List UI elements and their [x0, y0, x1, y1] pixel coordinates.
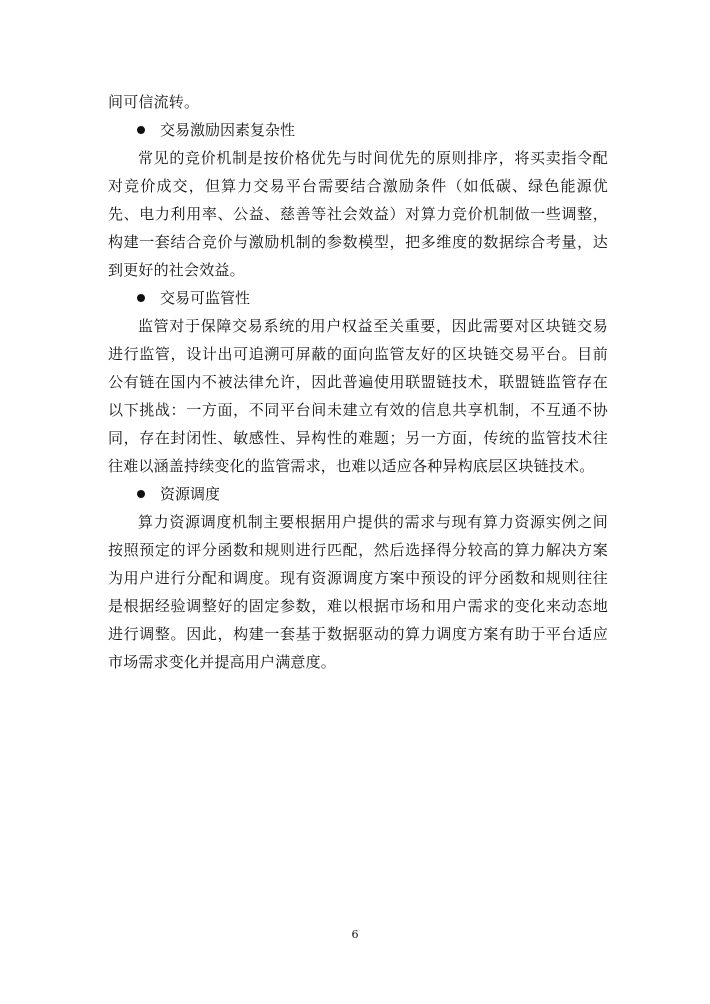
bullet-dot-icon [137, 490, 145, 498]
paragraph-scheduling: 算力资源调度机制主要根据用户提供的需求与现有算力资源实例之间按照预定的评分函数和规则进行匹配，然后选择得分较高的算力解决方案为用户进行分配和调度。现有资源调度方案中预设的评分函数和规则往往是根据经验调整好的固定参数，难以根据市场和用户需求的变化来动态地进行调整。因此，构建一套基于数据驱动的算力调度方案有助于平台适应市场需求变化并提高用户满意度。 [108, 513, 608, 671]
bullet-dot-icon [137, 294, 145, 302]
page-number: 6 [351, 928, 359, 941]
paragraph-regulation: 监管对于保障交易系统的用户权益至关重要，因此需要对区块链交易进行监管，设计出可追溯可屏蔽的面向监管友好的区块链交易平台。目前公有链在国内不被法律允许，因此普遍使用联盟链技术，联盟链监管存在以下挑战：一方面，不同平台间未建立有效的信息共享机制，不互通不协同，存在封闭性、敏感性、异构性的难题；另一方面，传统的监管技术往往难以涵盖持续变化的监管需求，也难以适应各种异构底层区块链技术。 [108, 317, 608, 475]
bullet-label: 交易激励因素复杂性 [160, 121, 296, 139]
bullet-dot-icon [137, 126, 145, 134]
bullet-item-resource-scheduling [108, 480, 608, 508]
bullet-item-transaction-incentive [108, 116, 608, 144]
bullet-item-regulability [108, 284, 608, 312]
bullet-label: 交易可监管性 [160, 289, 251, 307]
paragraph-bidding-mechanism: 常见的竞价机制是按价格优先与时间优先的原则排序，将买卖指令配对竞价成交，但算力交易平台需要结合激励条件（如低碳、绿色能源优先、电力利用率、公益、慈善等社会效益）对算力竞价机制做一些调整，构建一套结合竞价与激励机制的参数模型，把多维度的数据综合考量，达到更好的社会效益。 [108, 149, 608, 279]
paragraph-continuation: 间可信流转。 [108, 93, 200, 111]
bullet-label: 资源调度 [160, 485, 221, 503]
page-body [108, 88, 608, 676]
